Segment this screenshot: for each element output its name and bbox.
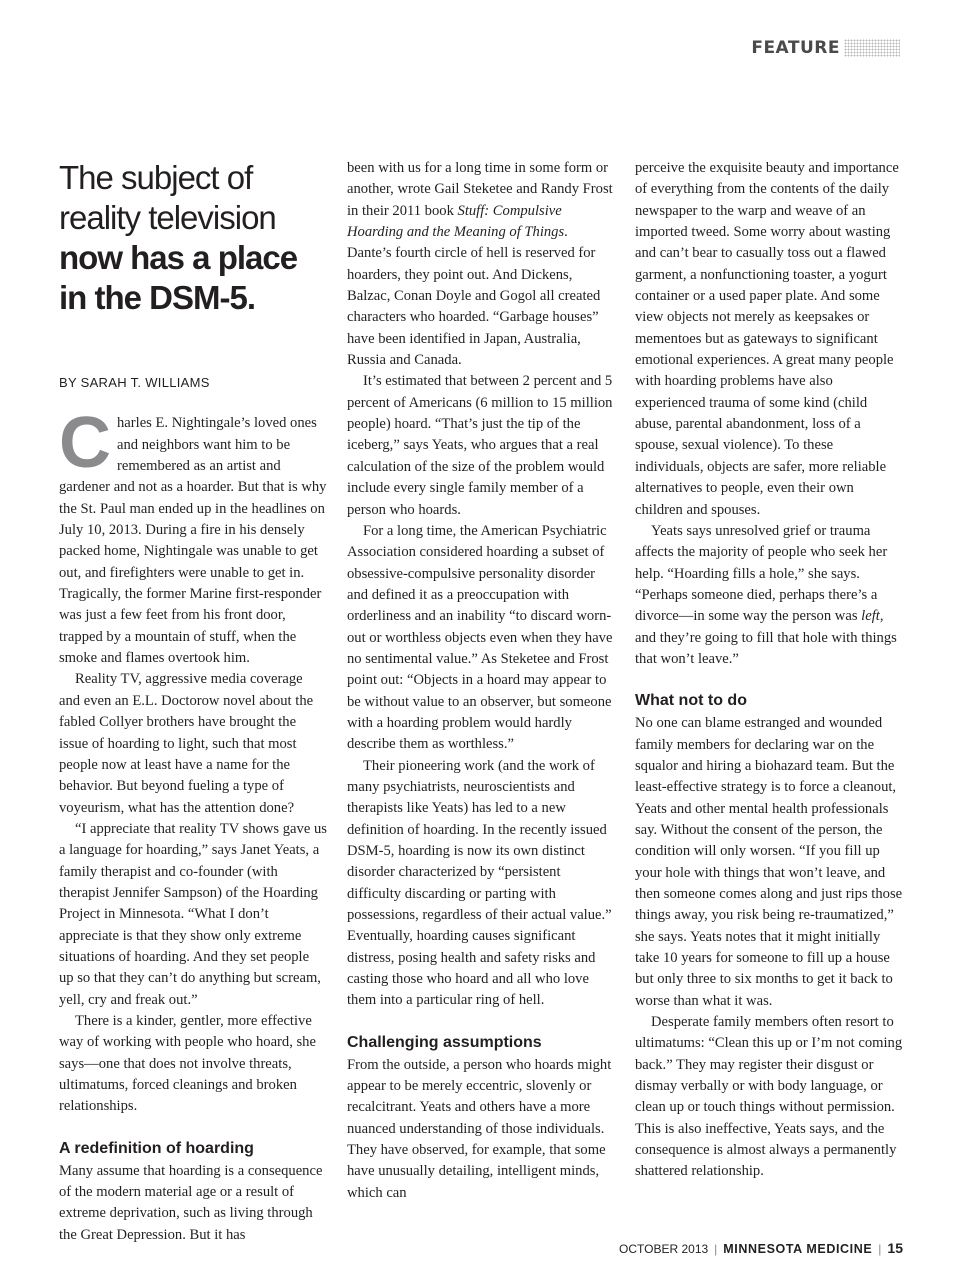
paragraph: There is a kinder, gentler, more effective way of working with people who hoard, she says—one that does not involve threats, ultimatums, forced cleanings and broken relationships.	[59, 1012, 316, 1115]
paragraph-text: Yeats says unresolved grief or trauma affects the majority of people who seek her help. “Hoarding fills a hole,” she says. “Perhaps someone died, perhaps there’s a divorce—in some way the person was	[635, 522, 888, 625]
paragraph-text: harles E. Nightingale’s loved ones and neighbors want him to be remembered as an artist and gardener and not as a hoarder. But that is why the St. Paul man ended up in the headlines on July 10, 2013. During a fire in his densely packed home, Nightingale was unable to get out, and firefighters were unable to get in. Tragically, the former Marine first-responder was just a few feet from his front door, trapped by a mountain of stuff, when the smoke and flames overtook him.	[59, 415, 327, 667]
drop-cap: C	[59, 403, 111, 484]
subheading: Challenging assumptions	[347, 1033, 542, 1051]
page-footer	[619, 1240, 903, 1256]
headline-line-3: now has a place	[59, 239, 298, 276]
book-title: Stuff: Compulsive Hoarding and the Meaning of Things	[347, 202, 565, 241]
footer-separator: |	[878, 1242, 882, 1256]
paragraph	[59, 403, 327, 669]
byline: BY SARAH T. WILLIAMS	[59, 375, 210, 390]
headline-line-4: in the DSM-5.	[59, 279, 256, 316]
dot-pattern-decoration	[844, 39, 900, 57]
paragraph	[635, 521, 905, 670]
paragraph: “I appreciate that reality TV shows gave us a language for hoarding,” says Janet Yeats, a family therapist and co-founder (with therapist Jennifer Sampson) of the Hoarding Project in Minnesota. “What I don’t appreciate is that they show only extreme situations of hoarding. And they set people up so that they can’t do anything but scream, yell, cry and freak out.”	[59, 820, 327, 1008]
section-label-text: FEATURE	[751, 38, 840, 58]
paragraph	[347, 158, 615, 371]
magazine-name: MINNESOTA MEDICINE	[723, 1242, 873, 1256]
column-3	[635, 158, 905, 1183]
paragraph: Desperate family members often resort to ultimatums: “Clean this up or I’m not coming back.” They may register their disgust or dismay verbally or with body language, or clean up or touch things without permission. This is also ineffective, Yeats says, and the consequence is almost always a permanently shattered relationship.	[635, 1014, 903, 1180]
section-label	[751, 38, 900, 58]
paragraph: Many assume that hoarding is a consequence of the modern material age or a result of extreme deprivation, such as living through the Great Depression. But it has	[59, 1162, 323, 1243]
subheading: What not to do	[635, 692, 747, 710]
paragraph: No one can blame estranged and wounded family members for declaring war on the squalor and hiring a biohazard team. But the least-effective strategy is to force a cleanout, Yeats and other mental health professionals say. Without the consent of the person, the condition will only worsen. “If you fill up your hole with things that won’t leave, and then someone comes along and just rips those things away, you risk being re-traumatized,” she says. Yeats notes that it might initially take 10 years for someone to fill up a house but only three to six months to get it back to worse than what it was.	[635, 715, 903, 1009]
headline-line-1: The subject of	[59, 159, 253, 196]
headline	[59, 158, 327, 318]
paragraph-text: . Dante’s fourth circle of hell is reserved for hoarders, they point out. And Dickens, Balzac, Conan Doyle and Gogol all created characters who hoarded. “Garbage houses” have been identified in Japan, Australia, Russia and Canada.	[347, 224, 601, 369]
page-number: 15	[887, 1240, 903, 1256]
paragraph: From the outside, a person who hoards might appear to be merely eccentric, slovenly or recalcitrant. Yeats and others have a more nuanced understanding of those individuals. They have observed, for example, that some have unusually detailing, intelligent minds, which can	[347, 1056, 612, 1201]
column-1	[59, 158, 327, 1246]
paragraph-text: , and they’re going to fill that hole with things that won’t leave.”	[635, 608, 897, 667]
column-2	[347, 158, 615, 1204]
headline-line-2: reality television	[59, 199, 276, 236]
footer-separator: |	[714, 1242, 718, 1256]
issue-date: OCTOBER 2013	[619, 1242, 709, 1256]
emphasis: left	[861, 608, 880, 625]
paragraph-text: been with us for a long time in some form or another, wrote Gail Steketee and Randy Frost in their 2011 book	[347, 160, 613, 219]
paragraph: For a long time, the American Psychiatric Association considered hoarding a subset of obsessive-compulsive personality disorder and defined it as a preoccupation with orderliness and an inability “to discard worn-out or worthless objects even when they have no sentimental value.” As Steketee and Frost point out: “Objects in a hoard may appear to be without value to an observer, but someone with a hoarding problem would hardly describe them as worthless.”	[347, 522, 613, 753]
paragraph: Reality TV, aggressive media coverage and even an E.L. Doctorow novel about the fabled Collyer brothers have brought the issue of hoarding to light, such that most people now at least have a name for the behavior. But beyond fueling a type of voyeurism, what has the attention done?	[59, 671, 314, 816]
paragraph: Their pioneering work (and the work of many psychiatrists, neuroscientists and therapists like Yeats) has led to a new definition of hoarding. In the recently issued DSM-5, hoarding is now its own distinct disorder characterized by “persistent difficulty discarding or parting with possessions, regardless of their actual value.” Eventually, hoarding causes significant distress, posing health and safety risks and casting those who hoard and all who love them into a particular ring of hell.	[347, 757, 612, 1009]
paragraph: It’s estimated that between 2 percent and 5 percent of Americans (6 million to 15 million people) hoard. “That’s just the tip of the iceberg,” says Yeats, who argues that a real calculation of the size of the problem would include every single family member of a person who hoards.	[347, 373, 613, 518]
paragraph: perceive the exquisite beauty and importance of everything from the contents of the daily newspaper to the warp and weave of an imported tweed. Some worry about wasting and can’t bear to casually toss out a flawed garment, a nonfunctioning toaster, a yogurt container or a used paper plate. And some view objects not merely as keepsakes or mementoes but as gateways to significant emotional experiences. A great many people with hoarding problems have also experienced trauma of some kind (child abuse, parental abandonment, loss of a spouse, sexual violence). To these individuals, objects are safer, more reliable alternatives to people, even their own children and spouses.	[635, 160, 899, 518]
subheading: A redefinition of hoarding	[59, 1139, 254, 1157]
